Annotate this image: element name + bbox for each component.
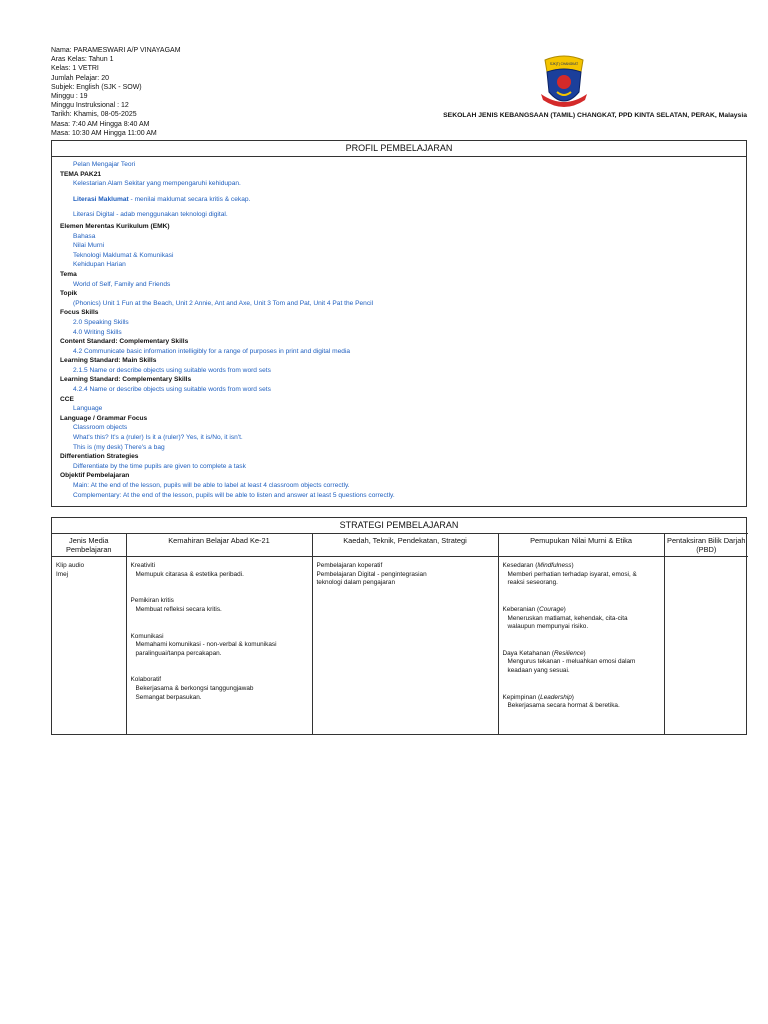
nilai-head-em: Resilience — [554, 649, 584, 657]
tema-pak21-list — [60, 179, 738, 220]
emk-list — [60, 232, 738, 270]
media-item: Klip audio — [56, 562, 85, 570]
focus-item: 4.0 Writing Skills — [73, 328, 122, 336]
nilai-group — [503, 562, 660, 588]
strategy-column-header: Kemahiran Belajar Abad Ke-21 — [126, 534, 312, 557]
media-cell — [52, 557, 126, 734]
objektif-list — [60, 481, 738, 500]
abad21-cell — [126, 557, 312, 734]
school-logo-icon — [535, 54, 593, 112]
strategy-column-header: Pentaksiran Bilik Darjah (PBD) — [664, 534, 748, 557]
teacher-info — [51, 46, 747, 138]
nilai-line: Mengurus tekanan - meluahkan emosi dalam — [507, 658, 636, 666]
content-std-label: Content Standard: Complementary Skills — [60, 338, 189, 346]
grammar-label: Language / Grammar Focus — [60, 414, 148, 422]
profile-title: PROFIL PEMBELAJARAN — [52, 141, 746, 157]
tema-pak21-bold: Literasi Maklumat — [73, 195, 129, 203]
kaedah-item: Pembelajaran koperatif — [316, 562, 383, 570]
abad21-line: paralinguai/tanpa percakapan. — [135, 649, 222, 657]
emk-item: Kehidupan Harian — [73, 261, 126, 269]
ls-main-value: 2.1.5 Name or describe objects using suitable words from word sets — [73, 366, 271, 374]
tema-pak21-item — [60, 179, 738, 189]
info-line: Minggu Instruksional : 12 — [51, 102, 129, 110]
grammar-item: What's this? It's a (ruler) Is it a (ruler)? Yes, it is/No, it isn't. — [73, 434, 243, 442]
emk-label: Elemen Merentas Kurikulum (EMK) — [60, 222, 170, 230]
info-line: Masa: 10:30 AM Hingga 11:00 AM — [51, 129, 157, 137]
objektif-label: Objektif Pembelajaran — [60, 472, 130, 480]
abad21-head: Pemikiran kritis — [130, 597, 174, 605]
nilai-head-text: Daya Ketahanan — [502, 649, 551, 657]
nilai-head: Keberanian (Courage) — [502, 605, 566, 613]
tema-pak21-text: Literasi Digital - adab menggunakan teknologi digital. — [73, 211, 228, 219]
nilai-head-text: Kepimpinan — [502, 693, 537, 701]
strategy-row — [52, 557, 748, 734]
info-line: Masa: 7:40 AM Hingga 8:40 AM — [51, 120, 150, 128]
nilai-head-text: Kesedaran — [502, 562, 534, 570]
tema-label: Tema — [60, 270, 77, 278]
nilai-cell — [498, 557, 664, 734]
objektif-item: Complementary: At the end of the lesson, pupils will be able to listen and answer at least 5 questions correctly. — [73, 491, 395, 499]
emk-item: Nilai Murni — [73, 242, 105, 250]
school-name: SEKOLAH JENIS KEBANGSAAN (TAMIL) CHANGKAT, PPD KINTA SELATAN, PERAK, Malaysia — [443, 112, 747, 119]
grammar-list — [60, 423, 738, 452]
abad21-line: Bekerjasama & berkongsi tanggungjawab — [135, 684, 254, 692]
nilai-line: Memberi perhatian terhadap isyarat, emosi, & — [507, 570, 637, 578]
content-std-value: 4.2 Communicate basic information intelligibly for a range of purposes in print and digital media — [73, 347, 351, 355]
nilai-head: Kepimpinan (Leadership) — [502, 693, 574, 701]
strategy-section — [51, 517, 747, 735]
nilai-line: keadaan yang sesuai. — [507, 666, 570, 674]
nilai-group — [503, 694, 660, 711]
strategy-column-header: Kaedah, Teknik, Pendekatan, Strategi — [312, 534, 498, 557]
profile-section — [51, 140, 747, 507]
strategy-column-header: Pemupukan Nilai Murni & Etika — [498, 534, 664, 557]
info-line: Kelas: 1 VETRI — [51, 65, 99, 73]
abad21-line: Semangat berpasukan. — [135, 693, 202, 701]
diff-value: Differentiate by the time pupils are given to complete a task — [73, 462, 246, 470]
abad21-head: Kreativiti — [130, 562, 156, 570]
nilai-line: reaksi seseorang. — [507, 579, 558, 587]
topik-value: (Phonics) Unit 1 Fun at the Beach, Unit 2 Annie, Ant and Axe, Unit 3 Tom and Pat, Unit 4 Pat the Pencil — [73, 299, 374, 307]
abad21-head: Kolaboratif — [130, 676, 162, 684]
kaedah-item: teknologi dalam pengajaran — [316, 579, 396, 587]
focus-list — [60, 318, 738, 337]
diff-label: Differentiation Strategies — [60, 453, 139, 461]
info-line: Subjek: English (SJK - SOW) — [51, 83, 142, 91]
info-line: Aras Kelas: Tahun 1 — [51, 56, 114, 64]
grammar-item: Classroom objects — [73, 424, 128, 432]
nilai-group — [503, 650, 660, 676]
strategy-header-row — [52, 534, 748, 557]
tema-pak21-text: - menilai maklumat secara kritis & cekap. — [128, 195, 251, 203]
nilai-head: Kesedaran (Mindfulness) — [502, 562, 574, 570]
media-item: Imej — [56, 570, 69, 578]
tema-pak21-text: Kelestarian Alam Sekitar yang mempengaruhi kehidupan. — [73, 180, 241, 188]
info-line: Tarikh: Khamis, 08-05-2025 — [51, 111, 137, 119]
abad21-group — [131, 676, 308, 702]
info-line: Nama: PARAMESWARI A/P VINAYAGAM — [51, 47, 181, 54]
info-line: Minggu : 19 — [51, 93, 88, 101]
abad21-head: Komunikasi — [130, 632, 164, 640]
tema-value: World of Self, Family and Friends — [73, 280, 171, 288]
nilai-line: walaupun mempunyai risiko. — [507, 623, 589, 631]
ls-comp-value: 4.2.4 Name or describe objects using suitable words from word sets — [73, 386, 271, 394]
emk-item: Teknologi Maklumat & Komunikasi — [73, 251, 174, 259]
ls-comp-label: Learning Standard: Complementary Skills — [60, 376, 192, 384]
cce-label: CCE — [60, 395, 74, 403]
topik-label: Topik — [60, 290, 78, 298]
kaedah-cell — [312, 557, 498, 734]
nilai-head-em: Courage — [539, 605, 564, 613]
nilai-head: Daya Ketahanan (Resilience) — [502, 649, 586, 657]
abad21-group — [131, 562, 308, 579]
pelan: Pelan Mengajar Teori — [73, 161, 136, 168]
abad21-line: Membuat refleksi secara kritis. — [135, 605, 222, 613]
tema-pak21-item — [60, 210, 738, 220]
ls-main-label: Learning Standard: Main Skills — [60, 357, 157, 365]
cce-value: Language — [73, 405, 103, 413]
abad21-line: Memupuk citarasa & estetika peribadi. — [135, 570, 244, 578]
nilai-line: Meneruskan matlamat, kehendak, cita-cita — [507, 614, 628, 622]
header — [51, 46, 747, 140]
objektif-item: Main: At the end of the lesson, pupils will be able to label at least 4 classroom objects correctly. — [73, 482, 350, 489]
tema-pak21-label: TEMA PAK21 — [60, 170, 102, 178]
nilai-line: Bekerjasama secara hormat & beretika. — [507, 702, 620, 710]
emk-item: Bahasa — [73, 232, 96, 240]
nilai-head-em: Leadership — [540, 693, 572, 701]
strategy-table — [52, 533, 748, 734]
strategy-title: STRATEGI PEMBELAJARAN — [339, 520, 459, 531]
lesson-plan-page — [51, 46, 747, 735]
tema-pak21-item — [60, 195, 738, 205]
profile-body — [52, 157, 746, 506]
strategy-column-header: Jenis Media Pembelajaran — [52, 534, 126, 557]
nilai-head-text: Keberanian — [502, 605, 536, 613]
focus-item: 2.0 Speaking Skills — [73, 318, 129, 326]
info-line: Jumlah Pelajar: 20 — [51, 74, 109, 82]
pbd-cell — [664, 557, 748, 734]
abad21-group — [131, 597, 308, 614]
nilai-head-em: Mindfulness — [537, 562, 572, 570]
abad21-group — [131, 633, 308, 659]
kaedah-item: Pembelajaran Digital - pengintegrasian — [316, 570, 427, 578]
abad21-line: Memahami komunikasi - non-verbal & komunikasi — [135, 641, 277, 649]
logo-text: SJK(T) CHANGKAT — [549, 62, 579, 66]
focus-label: Focus Skills — [60, 309, 99, 317]
grammar-item: This is (my desk) There's a bag — [73, 443, 165, 451]
nilai-group — [503, 606, 660, 632]
